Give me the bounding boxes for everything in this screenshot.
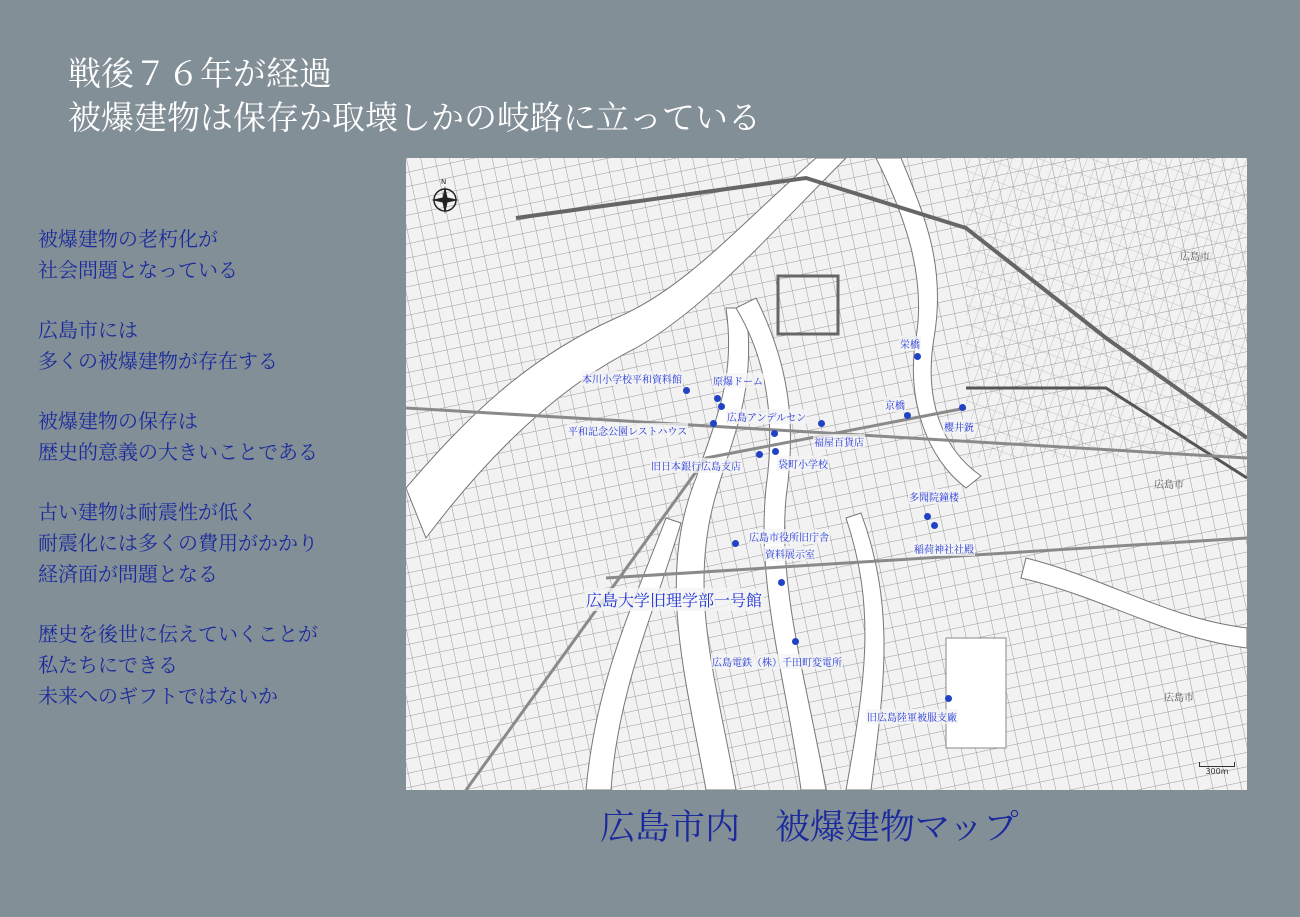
marker-resthouse[interactable] [710, 420, 717, 427]
marker-honkawa[interactable] [683, 387, 690, 394]
label-dome: 原爆ドーム [712, 373, 764, 388]
marker-boj[interactable] [756, 451, 763, 458]
hibaku-building-map [406, 158, 1247, 790]
marker-sakaebashi[interactable] [914, 353, 921, 360]
slide-title [68, 52, 761, 140]
point-line: 社会問題となっている [38, 258, 238, 282]
marker-dome-2[interactable] [718, 403, 725, 410]
city-label: 広島市 [1180, 252, 1210, 263]
point-line: 多くの被爆建物が存在する [38, 349, 278, 373]
title-line-1: 戦後７６年が経過 [68, 54, 332, 93]
point-cost [38, 497, 318, 590]
point-line: 被爆建物の保存は [38, 409, 198, 433]
label-kyobashi: 京橋 [884, 397, 906, 412]
marker-army[interactable] [945, 695, 952, 702]
marker-andersen[interactable] [771, 430, 778, 437]
title-line-2: 被爆建物は保存か取壊しかの岐路に立っている [68, 98, 761, 137]
scale-bar [1199, 762, 1235, 776]
point-line: 経済面が問題となる [38, 562, 218, 586]
label-shiyakusho-1: 広島市役所旧庁舎 [748, 529, 830, 544]
point-line: 広島市には [38, 318, 138, 342]
label-resthouse: 平和記念公園レストハウス [567, 423, 688, 438]
label-fukuya: 福屋百貨店 [813, 434, 865, 449]
label-toshogu: 稲荷神社社殿 [913, 541, 975, 556]
marker-toshogu[interactable] [931, 522, 938, 529]
label-tamonin: 多聞院鐘楼 [908, 489, 960, 504]
point-line: 被爆建物の老朽化が [38, 227, 218, 251]
marker-sakurai[interactable] [959, 404, 966, 411]
point-line: 未来へのギフトではないか [38, 684, 278, 708]
label-boj: 旧日本銀行広島支店 [650, 458, 742, 473]
label-fukuro: 袋町小学校 [777, 456, 829, 471]
map-caption: 広島市内 被爆建物マップ [600, 808, 1019, 848]
point-aging [38, 224, 318, 286]
compass-icon [428, 176, 462, 216]
point-line: 歴史を後世に伝えていくことが [38, 622, 318, 646]
marker-fukuro[interactable] [772, 448, 779, 455]
marker-dome[interactable] [714, 395, 721, 402]
point-future-gift [38, 619, 318, 712]
label-sakaebashi: 栄橋 [899, 336, 921, 351]
label-univ: 広島大学旧理学部一号館 [584, 588, 764, 611]
point-many-buildings [38, 315, 318, 377]
city-label: 広島市 [1154, 480, 1184, 491]
marker-fukuya[interactable] [818, 420, 825, 427]
point-line: 歴史的意義の大きいことである [38, 440, 318, 464]
marker-shiyakusho[interactable] [732, 540, 739, 547]
marker-kyobashi[interactable] [904, 412, 911, 419]
marker-univ[interactable] [778, 579, 785, 586]
point-line: 古い建物は耐震性が低く [38, 500, 258, 524]
key-points [38, 224, 318, 741]
scale-label: 300m [1205, 767, 1229, 776]
marker-dentetsu[interactable] [792, 638, 799, 645]
label-andersen: 広島アンデルセン [726, 409, 807, 424]
label-army: 旧広島陸軍被服支廠 [866, 709, 958, 724]
city-label: 広島市 [1164, 693, 1194, 704]
north-label: N [441, 178, 447, 186]
label-shiyakusho-2: 資料展示室 [764, 546, 816, 561]
point-historic-value [38, 406, 318, 468]
marker-tamonin[interactable] [924, 513, 931, 520]
label-sakurai: 櫻井銃 [943, 419, 975, 434]
label-honkawa: 本川小学校平和資料館 [581, 371, 683, 386]
point-line: 耐震化には多くの費用がかかり [38, 531, 318, 555]
label-dentetsu: 広島電鉄（株）千田町変電所 [711, 654, 843, 669]
point-line: 私たちにできる [38, 653, 178, 677]
street-map-background [406, 158, 1247, 790]
